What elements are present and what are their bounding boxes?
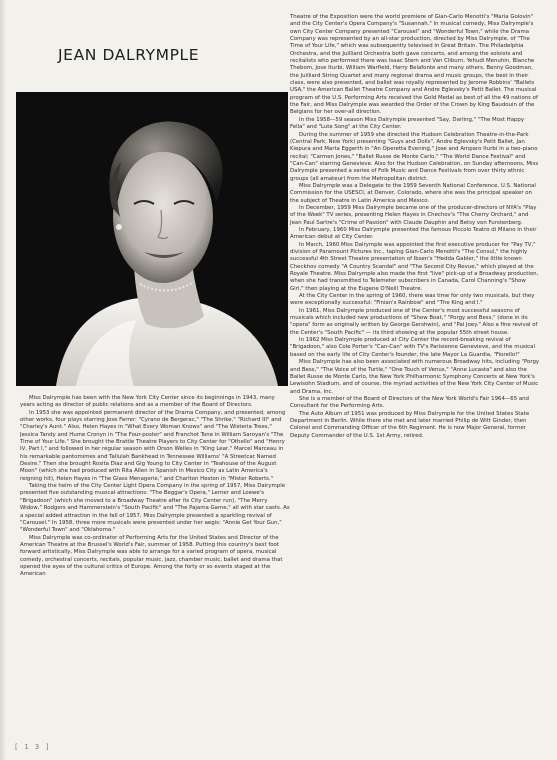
body-paragraph: Theatre of the Exposition were the world premiere of Gian-Carlo Menotti's "Maria Golovin" and the City Center's Opera Company's "Susannah." In musical comedy, Miss Dalrymple's own City Center Company presented "Carousel" and "Wonderful Town," while the Drama Company was represented by an all-star production, directed by Miss Dalrymple, of "The Time of Your Life," which was subsequently televised in Great Britain. The Philadelphia Orchestra, and the Juilliard Orchestra both gave concerts, and among the soloists and recitalists who performed there was Isaac Stern and Van Cliburn, Yehudi Menuhin, Blanche Thebom, Jose Iturbi, William Warfield, Harry Belafonte and many others. Benny Goodman, the Juilliard String Quartet and many regional drama and music groups, the best in their class, were also presented, and ballet was royally represented by Jerome Robbins' "Ballets USA," the American Ballet Theatre Company and Andre Eglevsky's Petit Ballet. The musical program of the U.S. Performing Arts received the Gold Medal as best of all the 49 nations of the Fair, and Miss Dalrymple was awarded the Order of the Crown by King Baudouin of the Belgians for her over-all direction. — [290, 14, 538, 116]
left-text-column — [20, 395, 290, 727]
body-paragraph: Miss Dalrymple has been with the New York City Center since its beginnings in 1943, many years acting as director of public relations and as a member of the Board of Directors. — [20, 395, 275, 409]
body-paragraph: Miss Dalrymple was co-ordinator of Performing Arts for the United States and Director of the American Theatre at the Brussel's World's Fair, summer of 1958. Putting this country's best foot forward artistically, Miss Dalrymple was able to arrange for a varied program of opera, musical comedy, orchestral concerts, recitals, popular music, jazz, chamber music, ballet and drama that opened the eyes of the cultural critics of Europe. Among the forty or so events staged at the American — [20, 534, 283, 578]
body-paragraph: During the summer of 1959 she directed the Hudson Celebration Theatre-in-the-Park (Central Park, New York) presenting "Guys and Dolls", Andre Eglevsky's Petit Ballet, Jan Kiepura and Marta Eggerth in "An Operetta Evening," Jose and Amparo Iturbi in a two-piano recital; "Carmen Jones," "Ballet Russe de Monte Carlo," "The World Dance Festival" and "Can-Can" starring Genevieve. Also for the Hudson Celebration, on Sunday afternoons, Miss Dalrymple presented a series of Folk Music and Dance Festivals from over thirty ethnic groups (all amateur) from the Metropolitan district. — [290, 131, 539, 182]
body-paragraph: The Auto Album of 1951 was produced by Miss Dalrymple for the United States State Department in Berlin. While there she met and later married Philip de Witt Ginder, then Colonel and Commanding Officer of the 6th Regiment. He is now Major General, former Deputy Commander of the U.S. 1st Army, retired. — [290, 410, 530, 439]
portrait-illustration — [16, 92, 288, 386]
right-text-column — [290, 14, 540, 730]
body-paragraph: She is a member of the Board of Directors of the New York World's Fair 1964—65 and Consultant for the Performing Arts. — [290, 395, 529, 410]
body-paragraph: Miss Dalrymple has also been associated with numerous Broadway hits, including "Porgy and Bess," "The Voice of the Turtle," "One Touch of Venus," "Anne Lucasta" and also the Ballet Russe de Monte Carlo, the New York Philharmonic Symphony Concerts at New York's Lewisohn Stadium, and of course, the myriad activities of the New York City Center of Music and Drama, Inc. — [290, 359, 540, 395]
page-number: [ 1 3 ] — [14, 743, 51, 751]
body-paragraph: Taking the helm of the City Center Light Opera Company in the spring of 1957, Miss Dalrymple presented five outstanding musical attractions: "The Beggar's Opera," Lerner and Loewe's "Brigadoon" (which she moved to a Broadway Theatre after its City Center run), "The Merry Widow," Rodgers and Hammerstein's "South Pacific" and "The Pajama Game," all with star casts. As a special added attraction in the fall of 1957, Miss Dalrymple presented a sparkling revival of "Carousel." In 1958, three more musicals were presented under her aegis: "Annie Get Your Gun," "Wonderful Town" and "Oklahoma." — [20, 483, 290, 534]
body-paragraph: In February, 1960 Miss Dalrymple presented the famous Piccolo Teatro di Milano in their American debut at City Center. — [290, 226, 537, 241]
body-paragraph: Miss Dalrymple was a Delegate to the 1959 Seventh National Conference, U.S. National Commission for the USESCI, at Denver, Colorado, where she was the principal speaker on the subject of Theatre in Latin America and Mexico. — [290, 182, 536, 204]
body-paragraph: In 1961, Miss Dalrymple produced one of the Center's most successful seasons of musicals which included new productions of "Show Boat," "Porgy and Bess," (done in its "opera" form as originally written by George Gershwin), and "Pal Joey." Also a fine revival of the Center's "South Pacific" — its third showing at the popular 55th street house. — [290, 307, 538, 336]
body-paragraph: At the City Center in the spring of 1960, there was time for only two musicals, but they were exceptionally successful: "Finian's Rainbow" and "The King and I." — [290, 293, 535, 307]
body-paragraph: In 1953 she was appointed permanent director of the Drama Company, and presented, among other works, four plays starring Jose Ferrer: "Cyrano de Bergerac," "The Shrike," "Richard III" and "Charley's Aunt." Also, Helen Hayes in "What Every Woman Knows" and "The Wisteria Trees," Jessica Tandy and Hume Cronyn in "The Four-poster" and Franchot Tone in William Saroyan's "The Time of Your Life." She brought the Brattle Theatre Players to City Center for "Othello" and "Henry IV, Part I," and followed in her regular season with Orson Welles in "King Lear," Marcel Marceau in his remarkable pantomimes and Tallulah Bankhead in Tennessee Williams' "A Streetcar Named Desire." Then she brought Rosita Diaz and Gig Young to City Center in "Teahouse of the August Moon" (which she had produced with Rita Allen in Spanish in Mexico City as Latin America's reigning hit), Helen Hayes in "The Glass Menagerie," and Charlton Heston in "Mister Roberts." — [20, 409, 286, 482]
body-paragraph: In the 1958—59 season Miss Dalrymple presented "Say, Darling," "The Most Happy Fella" and "Lute Song" at the City Center. — [290, 116, 525, 131]
page-heading: JEAN DALRYMPLE — [58, 46, 200, 64]
portrait-photo — [16, 92, 288, 386]
binding-shadow — [0, 0, 6, 760]
body-paragraph: In March, 1960 Miss Dalrymple was appointed the first executive producer for "Pay TV," division of Paramount Pictures Inc., taping Gian-Carlo Menotti's "The Consul," the highly successful 4th Street Theatre presentation of Ibsen's "Hedda Gabler," the little known Checkhov comedy "A Country Scandal" and "The Second City Revue," which played at the Royale Theatre. Miss Dalrymple also made the first "live" pick-up of a Broadway production, when she had transmitted to Telemeter subscribers in Canada, Carol Channing's "Show Girl," then playing at the Eugene O'Neill Theatre. — [290, 241, 539, 292]
body-paragraph: In December, 1959 Miss Dalrymple became one of the producer-directors of NYA's "Play of the Week" TV series, presenting Helen Hayes in Chechov's "The Cherry Orchard," and Jean Paul Sartre's "Crime of Passion" with Claude Dauphin and Betsy von Furstenberg. — [290, 204, 537, 226]
body-paragraph: In 1962 Miss Dalrymple produced at City Center the record-breaking revival of "Brigadoon," also Cole Porter's "Can-Can" with TV's Parisienne Genevieve, and the musical based on the early life of City Center's founder, the late Mayor La Guardia, "Fiorello!" — [290, 337, 535, 358]
